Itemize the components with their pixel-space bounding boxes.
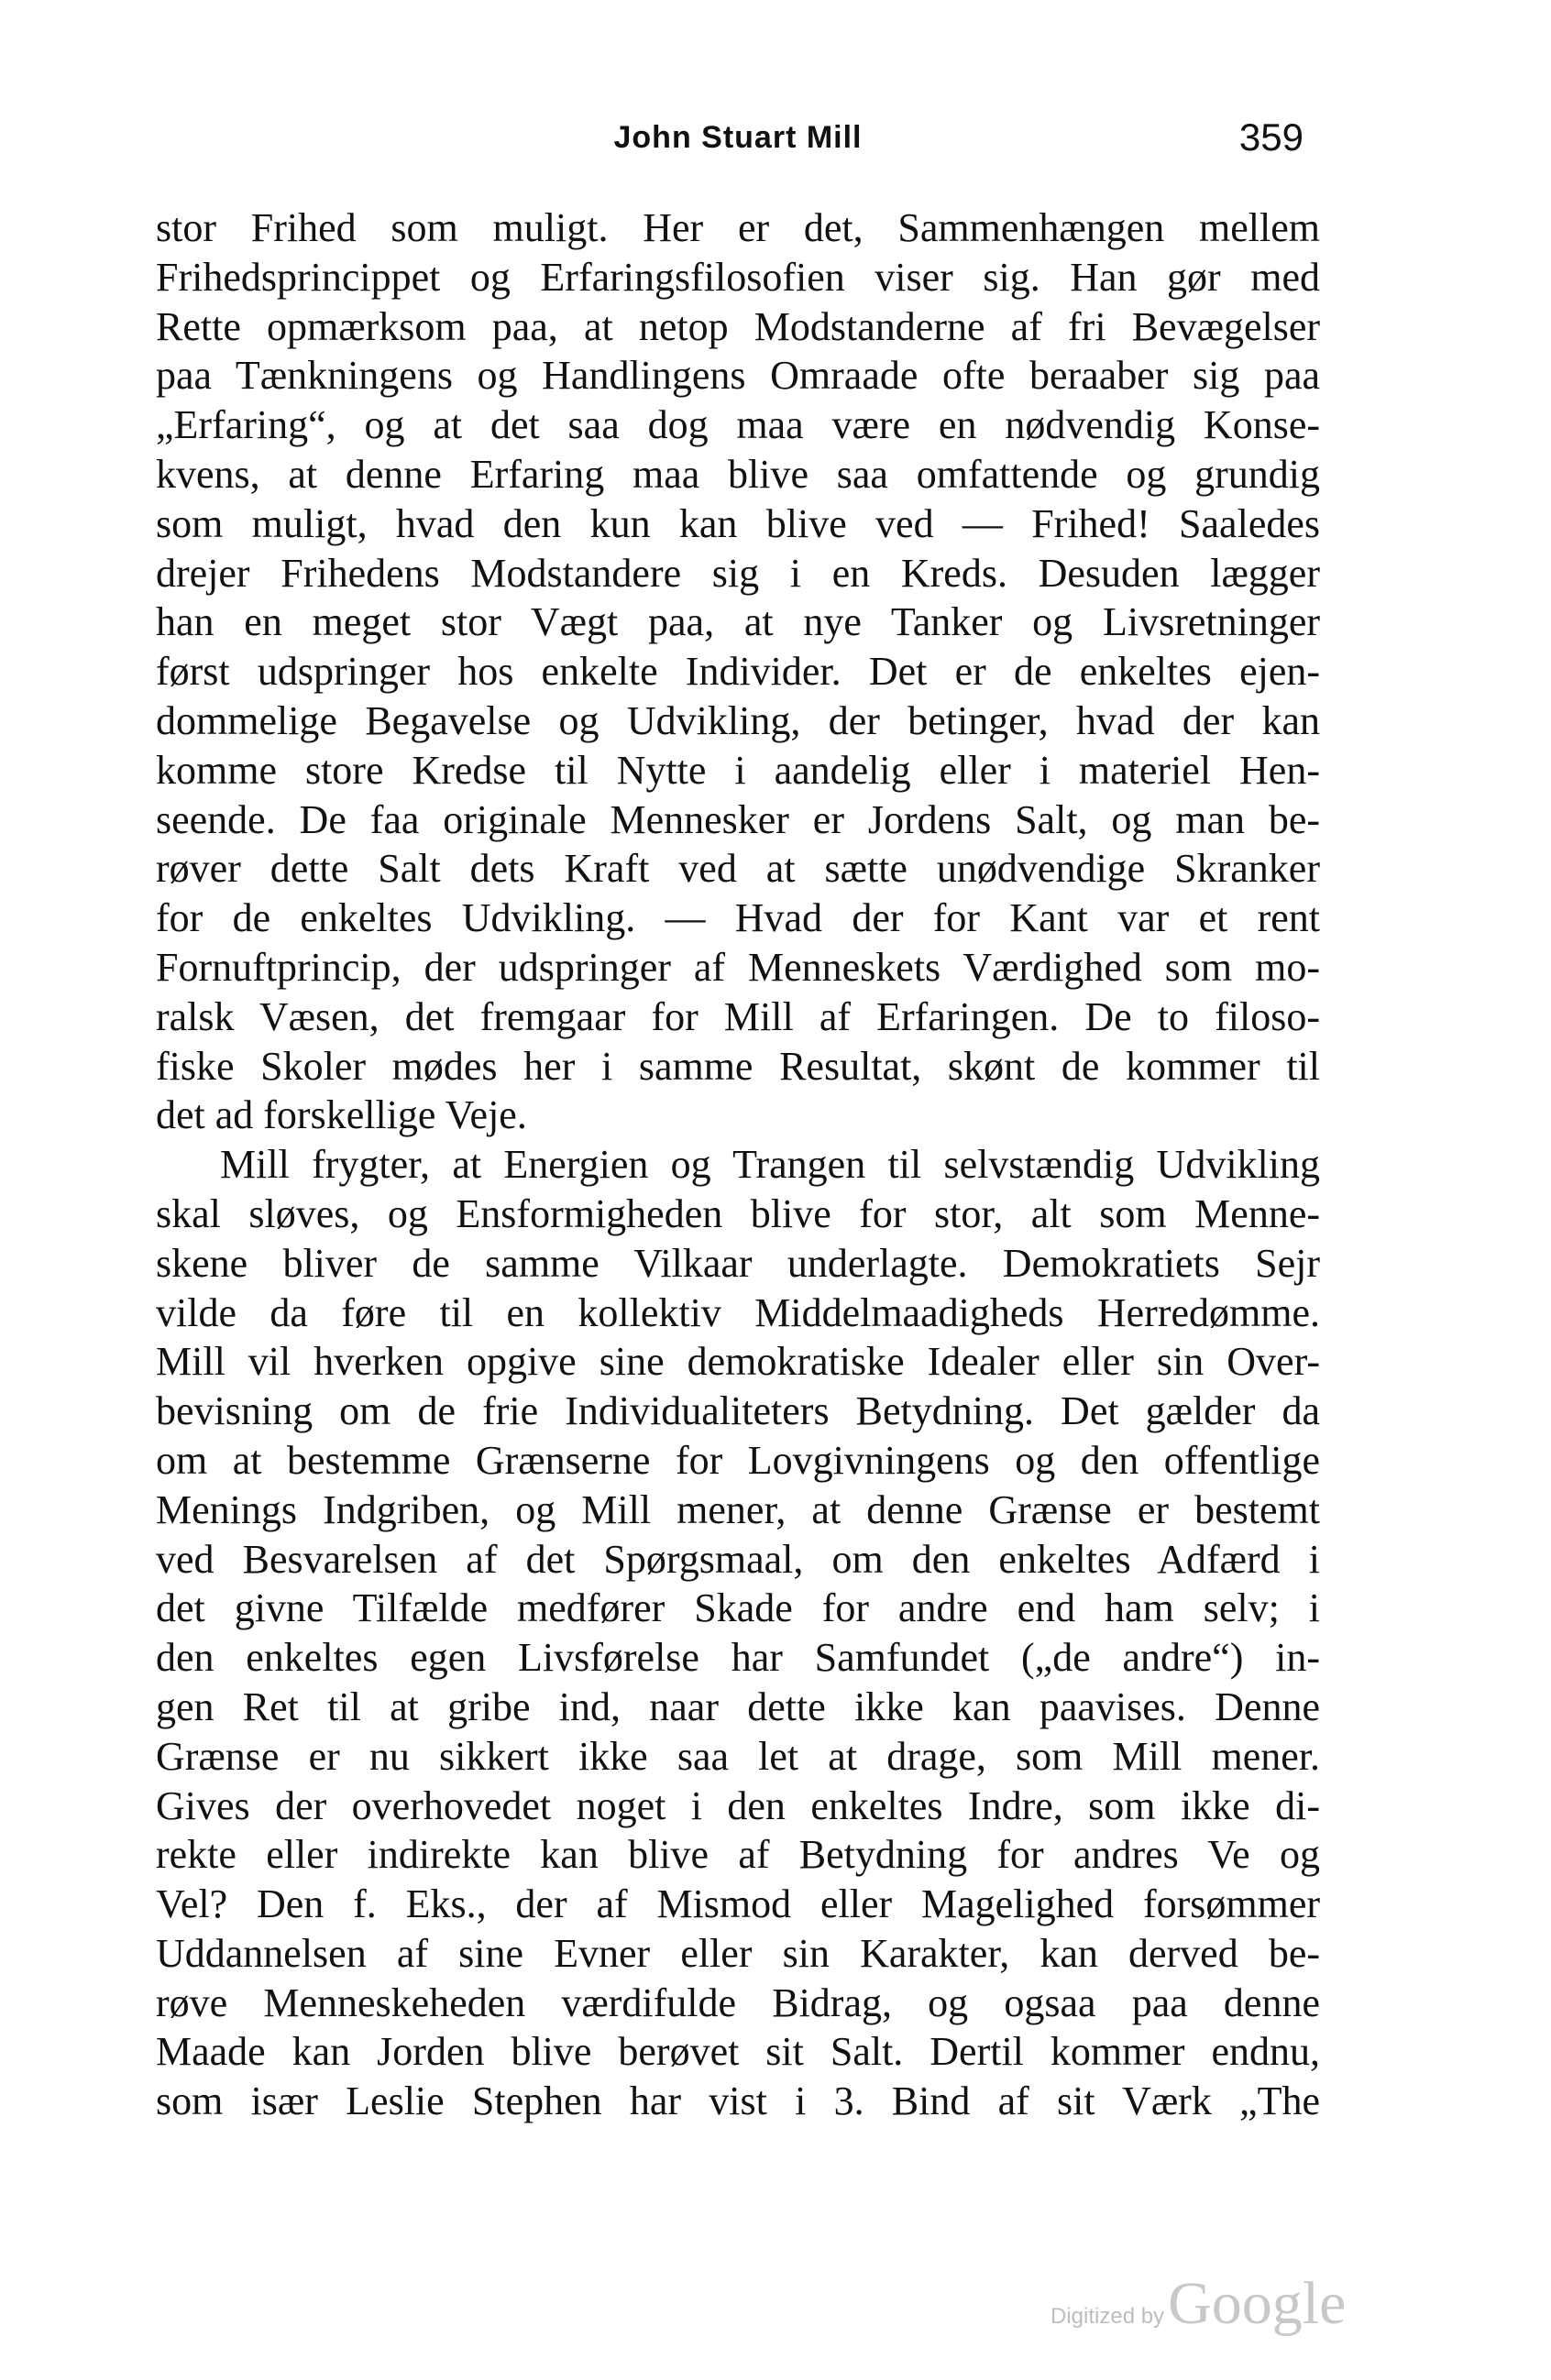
text-line: Gives der overhovedet noget i den enkeltes Indre, som ikke di- [156,1782,1320,1828]
body-text [156,203,1320,2126]
watermark-prefix: Digitized by [1050,2304,1165,2329]
text-line: Mill vil hverken opgive sine demokratiske Idealer eller sin Over- [156,1339,1320,1385]
text-line: det ad forskellige Veje. [156,1092,527,1138]
text-line: røver dette Salt dets Kraft ved at sætte unødvendige Skranker [156,846,1320,892]
text-line: Fornuftprincip, der udspringer af Menneskets Værdighed som mo- [156,944,1320,990]
text-line: ved Besvarelsen af det Spørgsmaal, om den enkeltes Adfærd i [156,1536,1320,1582]
paragraph [156,1140,1320,2126]
text-line: Mill frygter, at Energien og Trangen til selvstændig Udvikling [220,1142,1320,1188]
text-line: Uddannelsen af sine Evner eller sin Karakter, kan derved be- [156,1930,1320,1976]
text-line: som især Leslie Stephen har vist i 3. Bind af sit Værk „The [156,2078,1320,2124]
text-line: om at bestemme Grænserne for Lovgivningens og den offentlige [156,1437,1320,1483]
text-line: rekte eller indirekte kan blive af Betydning for andres Ve og [156,1832,1320,1878]
text-line: det givne Tilfælde medfører Skade for andre end ham selv; i [156,1585,1320,1631]
text-line: ralsk Væsen, det fremgaar for Mill af Erfaringen. De to filoso- [156,993,1320,1039]
text-line: drejer Frihedens Modstandere sig i en Kreds. Desuden lægger [156,550,1320,596]
text-line: først udspringer hos enkelte Individer. Det er de enkeltes ejen- [156,649,1320,695]
digitized-by-google-watermark [1050,2269,1380,2342]
text-line: gen Ret til at gribe ind, naar dette ikke kan paavises. Denne [156,1684,1320,1729]
text-line: Menings Indgriben, og Mill mener, at denne Grænse er bestemt [156,1486,1320,1532]
text-line: seende. De faa originale Mennesker er Jordens Salt, og man be- [156,796,1320,842]
text-line: Grænse er nu sikkert ikke saa let at drage, som Mill mener. [156,1733,1320,1779]
running-title: John Stuart Mill [613,120,863,155]
text-line: Frihedsprincippet og Erfaringsfilosofien viser sig. Han gør med [156,254,1320,300]
text-line: Vel? Den f. Eks., der af Mismod eller Magelighed forsømmer [156,1881,1320,1927]
text-line: kvens, at denne Erfaring maa blive saa omfattende og grundig [156,451,1320,497]
google-logo: Google [1168,2270,1347,2337]
text-line: røve Menneskeheden værdifulde Bidrag, og ogsaa paa denne [156,1980,1320,2025]
running-head [156,110,1320,165]
text-line: vilde da føre til en kollektiv Middelmaadigheds Herredømme. [156,1289,1320,1335]
text-line: Rette opmærksom paa, at netop Modstanderne af fri Bevægelser [156,303,1320,349]
text-line: Maade kan Jorden blive berøvet sit Salt. Dertil kommer endnu, [156,2029,1320,2075]
paragraph [156,203,1320,1140]
text-line: skal sløves, og Ensformigheden blive for stor, alt som Menne- [156,1190,1320,1236]
text-line: som muligt, hvad den kun kan blive ved — Frihed! Saaledes [156,500,1320,546]
text-line: komme store Kredse til Nytte i aandelig eller i materiel Hen- [156,747,1320,793]
page-number: 359 [1238,115,1304,159]
text-line: bevisning om de frie Individualiteters Betydning. Det gælder da [156,1388,1320,1434]
text-line: for de enkeltes Udvikling. — Hvad der for Kant var et rent [156,895,1320,941]
text-line: den enkeltes egen Livsførelse har Samfundet („de andre“) in- [156,1635,1320,1681]
text-line: „Erfaring“, og at det saa dog maa være en nødvendig Konse- [156,402,1320,448]
text-line: stor Frihed som muligt. Her er det, Sammenhængen mellem [156,205,1320,250]
text-line: dommelige Begavelse og Udvikling, der betinger, hvad der kan [156,697,1320,743]
text-line: paa Tænkningens og Handlingens Omraade ofte beraaber sig paa [156,353,1320,399]
text-line: han en meget stor Vægt paa, at nye Tanker og Livsretninger [156,599,1320,645]
text-line: fiske Skoler mødes her i samme Resultat, skønt de kommer til [156,1043,1320,1089]
text-line: skene bliver de samme Vilkaar underlagte. Demokratiets Sejr [156,1240,1320,1286]
